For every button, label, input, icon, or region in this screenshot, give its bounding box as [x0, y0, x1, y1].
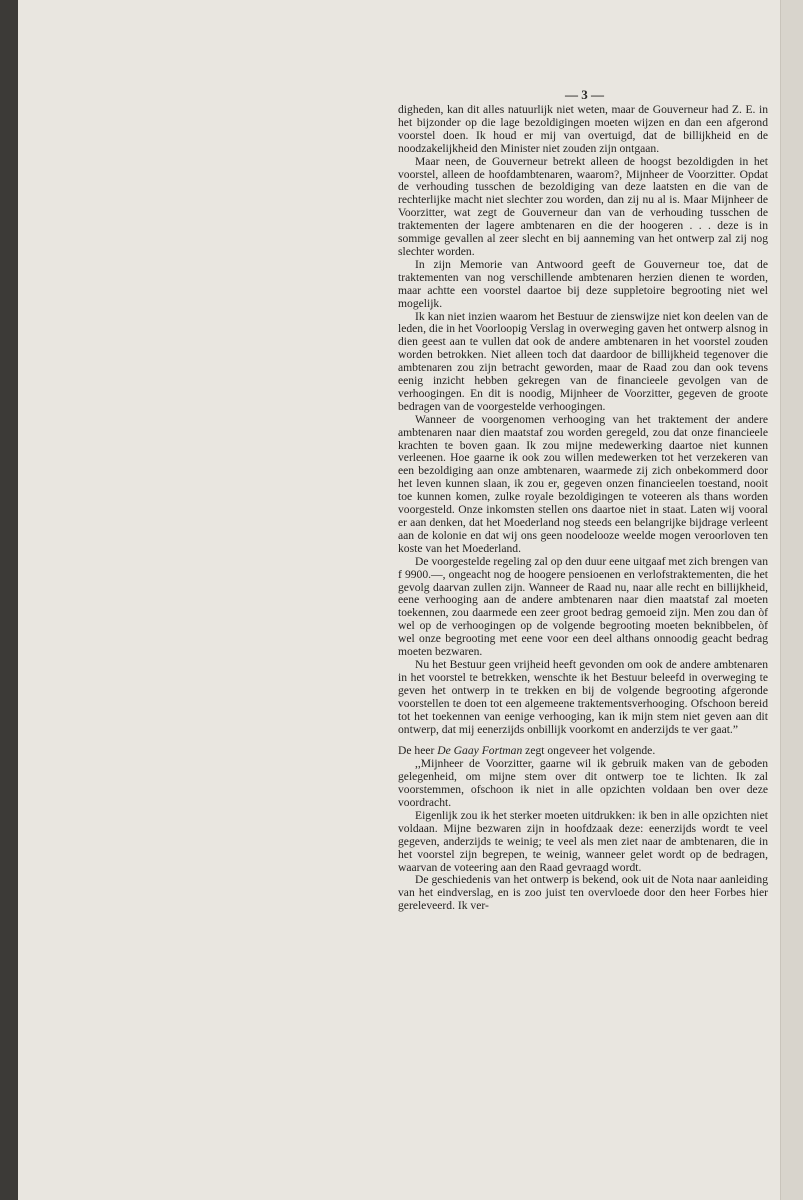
text-column [398, 104, 768, 913]
paragraph-6: De voorgestelde regeling zal op den duur eene uitgaaf met zich brengen van f 9900.—, ongeacht nog de hoogere pensioenen en verlofstraktementen, die het gevolg daarvan zullen zijn. Wanneer de Raad nu, naar alle recht en billijkheid, eene verhooging aan de andere ambtenaren naar dien maatstaf zal moeten toekennen, zou daarmede een zeer groot bedrag gemoeid zijn. Men zou dan òf wel op de verhoogingen op de volgende begrooting moeten beknibbelen, òf wel onze begrooting met eene voor een deel althans onnoodig geacht bedrag moeten bezwaren. [398, 554, 768, 659]
page-number: — 3 — [565, 87, 604, 102]
speech-paragraph-2: Eigenlijk zou ik het sterker moeten uitdrukken: ik ben in alle opzichten niet voldaan. Mijne bezwaren zijn in hoofdzaak deze: eenerzijds wordt te veel gegeven, anderzijds te weinig; te veel als men ziet naar de ambtenaren, die in het voorstel zijn begrepen, te weinig, wanneer gelet wordt op de bedragen, waarvan de voteering aan den Raad gevraagd wordt. [398, 808, 768, 874]
speaker-name: De Gaay Fortman [437, 744, 523, 758]
paragraph-4: Ik kan niet inzien waarom het Bestuur de zienswijze niet kon deelen van de leden, die in het Voorloopig Verslag in overweging gaven het ontwerp alsnog in dien geest aan te vullen dat ook de andere ambtenaren in het voorstel zouden worden betrokken. Niet alleen toch dat daardoor de billijkheid tegenover die ambtenaren zou zijn betracht geworden, maar de Raad zou dan ook tevens eenig inzicht hebben gekregen van de financieele gevolgen van de verhoogingen. En dit is noodig, Mijnheer de Voorzitter, gegeven de groote bedragen van de voorgestelde verhoogingen. [398, 309, 768, 413]
paper-edge [780, 0, 803, 1200]
speech-paragraph-1: ,,Mijnheer de Voorzitter, gaarne wil ik gebruik maken van de geboden gelegenheid, om mijne stem over dit ontwerp toe te lichten. Ik zal voorstemmen, ofschoon ik niet in alle opzichten voldaan ben over deze voordracht. [398, 757, 768, 810]
speaker-intro-suffix: zegt ongeveer het volgende. [522, 744, 656, 758]
paragraph-3: In zijn Memorie van Antwoord geeft de Gouverneur toe, dat de traktementen van nog verschillende ambtenaren herzien dienen te worden, maar achtte een voorstel daartoe bij deze suppletoire begrooting niet wel mogelijk. [398, 257, 768, 310]
speaker-intro-prefix: De heer [398, 744, 438, 758]
speech-paragraph-3: De geschiedenis van het ontwerp is bekend, ook uit de Nota naar aanleiding van het eindverslag, en is zoo juist ten overvloede door den heer Forbes hier gereleveerd. Ik ver- [398, 873, 768, 913]
paragraph-7: Nu het Bestuur geen vrijheid heeft gevonden om ook de andere ambtenaren in het voorstel te betrekken, wenschte ik het Bestuur beleefd in overweging te geven het ontwerp in te trekken en bij de volgende begrooting afgeronde voorstellen te doen tot een algemeene traktementsverhooging. Ofschoon bereid tot het toekennen van eenige verhooging, kan ik mijn stem niet geven aan dit ontwerp, dat mij eenerzijds onbillijk voorkomt en anderzijds te ver gaat.” [398, 657, 768, 736]
paragraph-1: digheden, kan dit alles natuurlijk niet weten, maar de Gouverneur had Z. E. in het bijzonder op die lage bezoldigingen moeten wijzen en dan een afgerond voorstel doen. Ik houd er mij van overtuigd, dat de billijkheid en de noodzakelijkheid den Minister niet zouden zijn ontgaan. [398, 103, 768, 155]
paragraph-2: Maar neen, de Gouverneur betrekt alleen de hoogst bezoldigden in het voorstel, alleen de hoofdambtenaren, waarom?, Mijnheer de Voorzitter. Opdat de verhouding tusschen de bezoldiging van deze laatsten en die van de rechterlijke macht niet slechter zou worden, dan zij nu al is. Maar Mijnheer de Voorzitter, wat zegt de Gouverneur dan van de verhouding tusschen de traktementen der lagere ambtenaren en die der hoogeren . . . deze is in sommige gevallen al zeer slecht en bij aanneming van het ontwerp zal zij nog slechter worden. [398, 154, 768, 258]
paragraph-5: Wanneer de voorgenomen verhooging van het traktement der andere ambtenaren naar dien maatstaf zou worden geregeld, zou dat onze financieele krachten te boven gaan. Ik zou mijne medewerking daartoe niet kunnen verleenen. Hoe gaarne ik ook zou willen medewerken tot het verzekeren van een bezoldiging aan onze ambtenaren, waarmede zij zich onbekommerd door het leven kunnen slaan, ik zou er, gegeven onzen financieelen toestand, nooit toe kunnen komen, zulke royale bezoldigingen te voteeren als thans worden voorgesteld. Onze inkomsten stellen ons daartoe niet in staat. Laten wij vooral er aan denken, dat het Moederland nog steeds een belangrijke bijdrage verleent aan de kolonie en dat wij ons geen noodelooze weelde mogen veroorloven ten koste van het Moederland. [398, 412, 768, 555]
